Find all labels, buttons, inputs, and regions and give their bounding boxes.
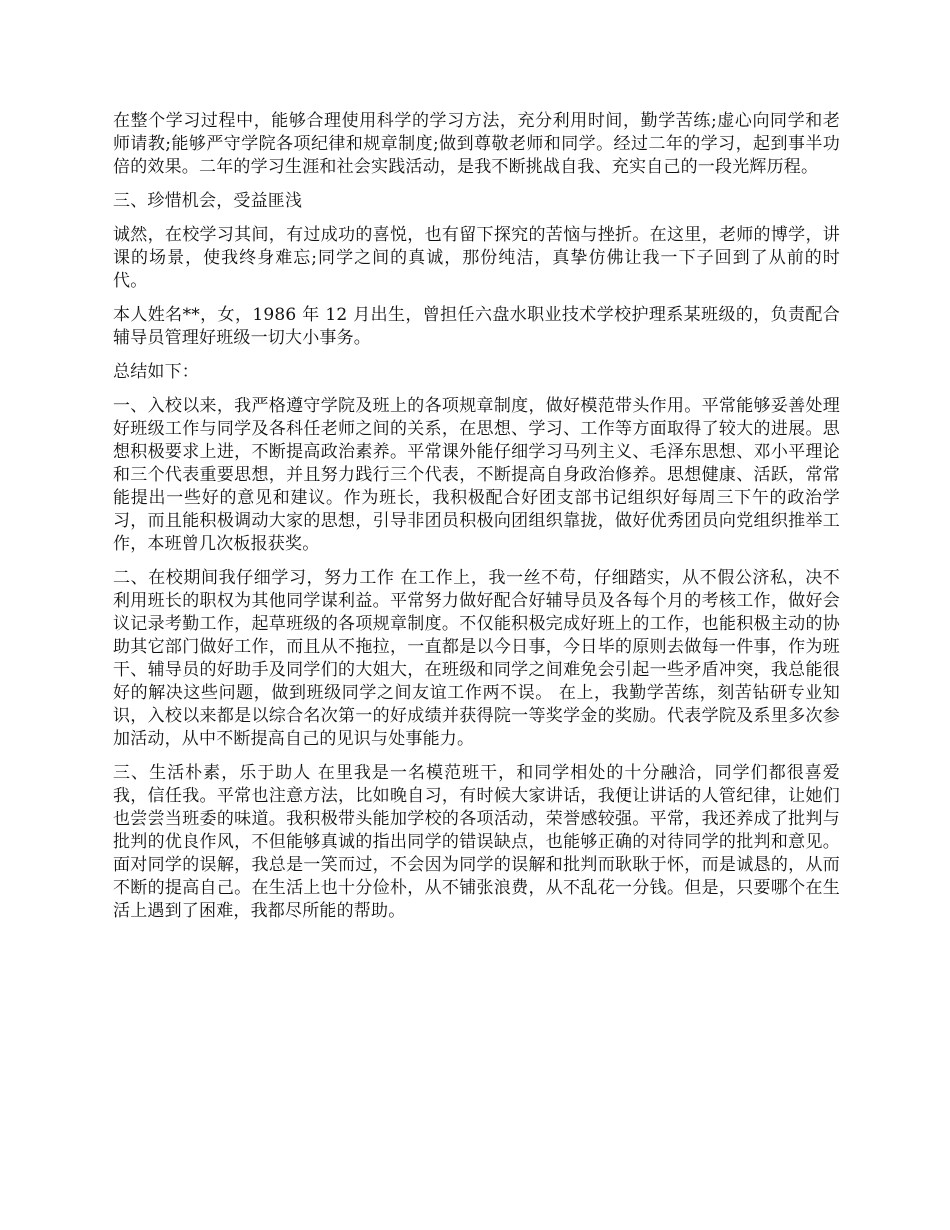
paragraph-personal-info: 本人姓名**，女，1986 年 12 月出生，曾担任六盘水职业技术学校护理系某班级的，负责配合辅导员管理好班级一切大小事务。 bbox=[113, 305, 840, 348]
paragraph-section-two: 二、在校期间我仔细学习，努力工作 在工作上，我一丝不苟，仔细踏实，从不假公济私，决不利用班长的职权为其他同学谋利益。平常努力做好配合好辅导员及各每个月的考核工作，做好会议记录考勤工作，起草班级的各项规章制度。不仅能积极完成好班上的工作，也能积极主动的协助其它部门做好工作，而且从不拖拉，一直都是以今日事，今日毕的原则去做每一件事，作为班干、辅导员的好助手及同学们的大姐大，在班级和同学之间难免会引起一些矛盾冲突，我总能很好的解决这些问题，做到班级同学之间友谊工作两不误。 在上，我勤学苦练，刻苦钻研专业知识，入校以来都是以综合名次第一的好成绩并获得院一等奖学金的奖励。代表学院及系里多次参加活动，从中不断提高自己的见识与处事能力。 bbox=[113, 568, 840, 749]
section-heading-cherish-opportunity: 三、珍惜机会，受益匪浅 bbox=[113, 191, 303, 211]
paragraph-school-memories: 诚然，在校学习其间，有过成功的喜悦，也有留下探究的苦恼与挫折。在这里，老师的博学，讲课的场景，使我终身难忘;同学之间的真诚，那份纯洁，真挚仿佛让我一下子回到了从前的时代。 bbox=[113, 225, 840, 291]
paragraph-section-three: 三、生活朴素，乐于助人 在里我是一名模范班干，和同学相处的十分融洽，同学们都很喜爱我，信任我。平常也注意方法，比如晚自习，有时候大家讲话，我便让讲话的人管纪律，让她们也尝尝当班委的味道。我积极带头能加学校的各项活动，荣誉感较强。平常，我还养成了批判与批判的优良作风，不但能够真诚的指出同学的错误缺点，也能够正确的对待同学的批判和意见。面对同学的误解，我总是一笑而过，不会因为同学的误解和批判而耿耿于怀，而是诚恳的，从而不断的提高自己。在生活上也十分俭朴，从不铺张浪费，从不乱花一分钱。但是，只要哪个在生活上遇到了困难，我都尽所能的帮助。 bbox=[113, 763, 840, 921]
document-body bbox=[113, 110, 840, 934]
paragraph-summary-intro: 总结如下： bbox=[113, 362, 199, 382]
paragraph-section-one: 一、入校以来，我严格遵守学院及班上的各项规章制度，做好模范带头作用。平常能够妥善处理好班级工作与同学及各科任老师之间的关系，在思想、学习、工作等方面取得了较大的进展。思想积极要求上进，不断提高政治素养。平常课外能仔细学习马列主义、毛泽东思想、邓小平理论和三个代表重要思想，并且努力践行三个代表，不断提高自身政治修养。思想健康、活跃，常常能提出一些好的意见和建议。作为班长，我积极配合好团支部书记组织好每周三下午的政治学习，而且能积极调动大家的思想，引导非团员积极向团组织靠拢，做好优秀团员向党组织推举工作，本班曾几次板报获奖。 bbox=[113, 396, 840, 554]
paragraph-study-process: 在整个学习过程中，能够合理使用科学的学习方法，充分利用时间，勤学苦练;虚心向同学和老师请教;能够严守学院各项纪律和规章制度;做到尊敬老师和同学。经过二年的学习，起到事半功倍的效果。二年的学习生涯和社会实践活动，是我不断挑战自我、充实自己的一段光辉历程。 bbox=[113, 111, 840, 177]
